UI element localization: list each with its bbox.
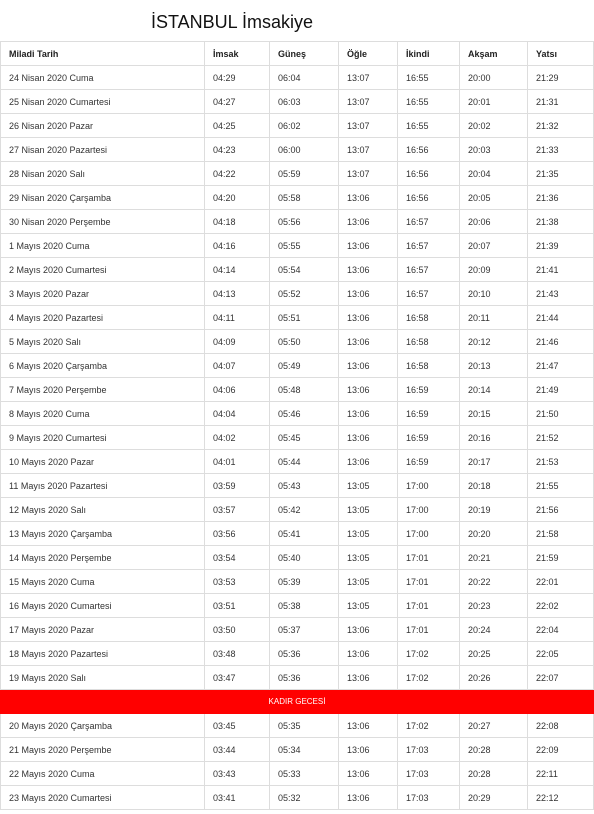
ogle-cell: 13:06 [339, 186, 398, 210]
imsak-cell: 04:16 [205, 234, 270, 258]
table-row [1, 786, 594, 810]
gunes-cell: 05:52 [270, 282, 339, 306]
table-row [1, 474, 594, 498]
imsak-cell: 03:56 [205, 522, 270, 546]
aksam-cell: 20:17 [460, 450, 528, 474]
yatsi-cell: 21:50 [528, 402, 594, 426]
ogle-cell: 13:06 [339, 234, 398, 258]
ogle-cell: 13:07 [339, 66, 398, 90]
table-row [1, 642, 594, 666]
gunes-cell: 05:48 [270, 378, 339, 402]
table-row [1, 258, 594, 282]
aksam-cell: 20:10 [460, 282, 528, 306]
aksam-cell: 20:01 [460, 90, 528, 114]
aksam-cell: 20:00 [460, 66, 528, 90]
table-row [1, 738, 594, 762]
ogle-cell: 13:06 [339, 378, 398, 402]
aksam-cell: 20:19 [460, 498, 528, 522]
yatsi-cell: 21:49 [528, 378, 594, 402]
table-row [1, 714, 594, 738]
ikindi-cell: 16:59 [398, 426, 460, 450]
aksam-cell: 20:18 [460, 474, 528, 498]
ogle-cell: 13:06 [339, 426, 398, 450]
table-row [1, 666, 594, 690]
aksam-cell: 20:15 [460, 402, 528, 426]
ogle-cell: 13:05 [339, 474, 398, 498]
ikindi-cell: 17:02 [398, 642, 460, 666]
column-header-aksam: Akşam [460, 42, 528, 66]
date-cell: 3 Mayıs 2020 Pazar [1, 282, 205, 306]
gunes-cell: 05:35 [270, 714, 339, 738]
column-header-ogle: Öğle [339, 42, 398, 66]
ikindi-cell: 17:03 [398, 786, 460, 810]
aksam-cell: 20:12 [460, 330, 528, 354]
table-row [1, 570, 594, 594]
table-row [1, 354, 594, 378]
imsak-cell: 03:41 [205, 786, 270, 810]
imsak-cell: 03:59 [205, 474, 270, 498]
gunes-cell: 05:43 [270, 474, 339, 498]
column-header-imsak: İmsak [205, 42, 270, 66]
aksam-cell: 20:29 [460, 786, 528, 810]
table-row [1, 450, 594, 474]
aksam-cell: 20:04 [460, 162, 528, 186]
yatsi-cell: 21:53 [528, 450, 594, 474]
ogle-cell: 13:07 [339, 90, 398, 114]
imsak-cell: 03:51 [205, 594, 270, 618]
ogle-cell: 13:05 [339, 546, 398, 570]
kadir-gecesi-label: KADIR GECESİ [1, 690, 594, 714]
date-cell: 6 Mayıs 2020 Çarşamba [1, 354, 205, 378]
table-row [1, 210, 594, 234]
gunes-cell: 05:59 [270, 162, 339, 186]
imsak-cell: 04:04 [205, 402, 270, 426]
ogle-cell: 13:07 [339, 162, 398, 186]
ikindi-cell: 17:02 [398, 714, 460, 738]
yatsi-cell: 22:08 [528, 714, 594, 738]
ikindi-cell: 16:55 [398, 90, 460, 114]
imsak-cell: 04:20 [205, 186, 270, 210]
table-row [1, 186, 594, 210]
table-row [1, 522, 594, 546]
imsak-cell: 04:02 [205, 426, 270, 450]
ogle-cell: 13:06 [339, 258, 398, 282]
imsak-cell: 04:18 [205, 210, 270, 234]
page-title: İSTANBUL İmsakiye [151, 12, 314, 32]
date-cell: 30 Nisan 2020 Perşembe [1, 210, 205, 234]
table-row [1, 306, 594, 330]
imsak-cell: 04:06 [205, 378, 270, 402]
ikindi-cell: 17:00 [398, 474, 460, 498]
yatsi-cell: 22:04 [528, 618, 594, 642]
imsak-cell: 04:11 [205, 306, 270, 330]
gunes-cell: 05:40 [270, 546, 339, 570]
ikindi-cell: 17:01 [398, 546, 460, 570]
date-cell: 17 Mayıs 2020 Pazar [1, 618, 205, 642]
ikindi-cell: 16:55 [398, 66, 460, 90]
ikindi-cell: 17:01 [398, 618, 460, 642]
gunes-cell: 05:51 [270, 306, 339, 330]
gunes-cell: 06:04 [270, 66, 339, 90]
imsak-cell: 03:54 [205, 546, 270, 570]
yatsi-cell: 21:59 [528, 546, 594, 570]
yatsi-cell: 21:47 [528, 354, 594, 378]
ogle-cell: 13:05 [339, 522, 398, 546]
table-row [1, 594, 594, 618]
date-cell: 7 Mayıs 2020 Perşembe [1, 378, 205, 402]
date-cell: 18 Mayıs 2020 Pazartesi [1, 642, 205, 666]
date-cell: 24 Nisan 2020 Cuma [1, 66, 205, 90]
ikindi-cell: 16:58 [398, 354, 460, 378]
ogle-cell: 13:06 [339, 666, 398, 690]
aksam-cell: 20:25 [460, 642, 528, 666]
ogle-cell: 13:07 [339, 138, 398, 162]
aksam-cell: 20:06 [460, 210, 528, 234]
table-row [1, 498, 594, 522]
column-header-yatsi: Yatsı [528, 42, 594, 66]
kadir-gecesi-row [1, 690, 594, 714]
imsak-cell: 04:27 [205, 90, 270, 114]
gunes-cell: 05:58 [270, 186, 339, 210]
table-row [1, 90, 594, 114]
table-row [1, 762, 594, 786]
prayer-times-table [0, 41, 594, 810]
aksam-cell: 20:23 [460, 594, 528, 618]
aksam-cell: 20:22 [460, 570, 528, 594]
table-header [1, 42, 594, 66]
imsak-cell: 03:43 [205, 762, 270, 786]
ikindi-cell: 16:56 [398, 162, 460, 186]
yatsi-cell: 21:31 [528, 90, 594, 114]
imsak-cell: 04:09 [205, 330, 270, 354]
yatsi-cell: 21:36 [528, 186, 594, 210]
date-cell: 1 Mayıs 2020 Cuma [1, 234, 205, 258]
gunes-cell: 05:42 [270, 498, 339, 522]
imsak-cell: 04:25 [205, 114, 270, 138]
gunes-cell: 05:44 [270, 450, 339, 474]
yatsi-cell: 22:09 [528, 738, 594, 762]
ikindi-cell: 17:02 [398, 666, 460, 690]
imsak-cell: 03:48 [205, 642, 270, 666]
yatsi-cell: 22:05 [528, 642, 594, 666]
imsak-cell: 04:23 [205, 138, 270, 162]
ogle-cell: 13:06 [339, 450, 398, 474]
yatsi-cell: 21:39 [528, 234, 594, 258]
date-cell: 5 Mayıs 2020 Salı [1, 330, 205, 354]
ikindi-cell: 16:56 [398, 186, 460, 210]
yatsi-cell: 22:01 [528, 570, 594, 594]
yatsi-cell: 22:11 [528, 762, 594, 786]
ikindi-cell: 16:59 [398, 378, 460, 402]
gunes-cell: 05:56 [270, 210, 339, 234]
date-cell: 25 Nisan 2020 Cumartesi [1, 90, 205, 114]
gunes-cell: 05:46 [270, 402, 339, 426]
gunes-cell: 05:49 [270, 354, 339, 378]
column-header-gunes: Güneş [270, 42, 339, 66]
ikindi-cell: 16:57 [398, 282, 460, 306]
ogle-cell: 13:05 [339, 498, 398, 522]
header-row [1, 42, 594, 66]
aksam-cell: 20:02 [460, 114, 528, 138]
gunes-cell: 05:34 [270, 738, 339, 762]
ogle-cell: 13:06 [339, 642, 398, 666]
ikindi-cell: 17:01 [398, 594, 460, 618]
yatsi-cell: 22:12 [528, 786, 594, 810]
date-cell: 19 Mayıs 2020 Salı [1, 666, 205, 690]
date-cell: 16 Mayıs 2020 Cumartesi [1, 594, 205, 618]
aksam-cell: 20:24 [460, 618, 528, 642]
date-cell: 28 Nisan 2020 Salı [1, 162, 205, 186]
date-cell: 27 Nisan 2020 Pazartesi [1, 138, 205, 162]
gunes-cell: 05:54 [270, 258, 339, 282]
table-row [1, 66, 594, 90]
imsak-cell: 03:47 [205, 666, 270, 690]
ikindi-cell: 17:01 [398, 570, 460, 594]
imsak-cell: 04:07 [205, 354, 270, 378]
ikindi-cell: 17:03 [398, 738, 460, 762]
date-cell: 21 Mayıs 2020 Perşembe [1, 738, 205, 762]
date-cell: 2 Mayıs 2020 Cumartesi [1, 258, 205, 282]
gunes-cell: 05:39 [270, 570, 339, 594]
gunes-cell: 05:36 [270, 666, 339, 690]
ogle-cell: 13:06 [339, 786, 398, 810]
imsak-cell: 04:13 [205, 282, 270, 306]
ogle-cell: 13:05 [339, 570, 398, 594]
aksam-cell: 20:13 [460, 354, 528, 378]
yatsi-cell: 21:44 [528, 306, 594, 330]
imsak-cell: 04:01 [205, 450, 270, 474]
date-cell: 9 Mayıs 2020 Cumartesi [1, 426, 205, 450]
column-header-ikindi: İkindi [398, 42, 460, 66]
aksam-cell: 20:28 [460, 738, 528, 762]
table-row [1, 330, 594, 354]
aksam-cell: 20:09 [460, 258, 528, 282]
gunes-cell: 05:41 [270, 522, 339, 546]
table-row [1, 618, 594, 642]
date-cell: 12 Mayıs 2020 Salı [1, 498, 205, 522]
table-row [1, 282, 594, 306]
ogle-cell: 13:07 [339, 114, 398, 138]
yatsi-cell: 21:41 [528, 258, 594, 282]
gunes-cell: 05:38 [270, 594, 339, 618]
ogle-cell: 13:06 [339, 306, 398, 330]
table-row [1, 546, 594, 570]
gunes-cell: 05:45 [270, 426, 339, 450]
aksam-cell: 20:16 [460, 426, 528, 450]
date-cell: 26 Nisan 2020 Pazar [1, 114, 205, 138]
ogle-cell: 13:06 [339, 714, 398, 738]
ikindi-cell: 16:58 [398, 330, 460, 354]
date-cell: 13 Mayıs 2020 Çarşamba [1, 522, 205, 546]
ogle-cell: 13:06 [339, 282, 398, 306]
ikindi-cell: 16:57 [398, 234, 460, 258]
date-cell: 22 Mayıs 2020 Cuma [1, 762, 205, 786]
yatsi-cell: 21:35 [528, 162, 594, 186]
aksam-cell: 20:28 [460, 762, 528, 786]
date-cell: 15 Mayıs 2020 Cuma [1, 570, 205, 594]
table-body [1, 66, 594, 810]
ikindi-cell: 16:59 [398, 450, 460, 474]
gunes-cell: 05:55 [270, 234, 339, 258]
ikindi-cell: 17:00 [398, 498, 460, 522]
imsak-cell: 03:50 [205, 618, 270, 642]
yatsi-cell: 22:07 [528, 666, 594, 690]
date-cell: 8 Mayıs 2020 Cuma [1, 402, 205, 426]
ogle-cell: 13:06 [339, 618, 398, 642]
table-row [1, 114, 594, 138]
imsak-cell: 03:53 [205, 570, 270, 594]
date-cell: 4 Mayıs 2020 Pazartesi [1, 306, 205, 330]
ogle-cell: 13:06 [339, 330, 398, 354]
yatsi-cell: 21:52 [528, 426, 594, 450]
aksam-cell: 20:21 [460, 546, 528, 570]
ikindi-cell: 16:57 [398, 210, 460, 234]
ikindi-cell: 16:59 [398, 402, 460, 426]
gunes-cell: 05:50 [270, 330, 339, 354]
ogle-cell: 13:06 [339, 210, 398, 234]
gunes-cell: 06:00 [270, 138, 339, 162]
aksam-cell: 20:27 [460, 714, 528, 738]
gunes-cell: 05:37 [270, 618, 339, 642]
yatsi-cell: 21:58 [528, 522, 594, 546]
ogle-cell: 13:06 [339, 354, 398, 378]
aksam-cell: 20:26 [460, 666, 528, 690]
yatsi-cell: 21:33 [528, 138, 594, 162]
column-header-date: Miladi Tarih [1, 42, 205, 66]
imsak-cell: 04:14 [205, 258, 270, 282]
imsak-cell: 03:57 [205, 498, 270, 522]
gunes-cell: 06:02 [270, 114, 339, 138]
date-cell: 14 Mayıs 2020 Perşembe [1, 546, 205, 570]
gunes-cell: 05:36 [270, 642, 339, 666]
aksam-cell: 20:05 [460, 186, 528, 210]
aksam-cell: 20:20 [460, 522, 528, 546]
date-cell: 20 Mayıs 2020 Çarşamba [1, 714, 205, 738]
yatsi-cell: 21:46 [528, 330, 594, 354]
ikindi-cell: 16:58 [398, 306, 460, 330]
ikindi-cell: 16:57 [398, 258, 460, 282]
date-cell: 23 Mayıs 2020 Cumartesi [1, 786, 205, 810]
table-row [1, 162, 594, 186]
yatsi-cell: 21:56 [528, 498, 594, 522]
ikindi-cell: 17:03 [398, 762, 460, 786]
aksam-cell: 20:14 [460, 378, 528, 402]
date-cell: 10 Mayıs 2020 Pazar [1, 450, 205, 474]
table-row [1, 426, 594, 450]
aksam-cell: 20:03 [460, 138, 528, 162]
imsak-cell: 04:29 [205, 66, 270, 90]
table-row [1, 378, 594, 402]
date-cell: 11 Mayıs 2020 Pazartesi [1, 474, 205, 498]
gunes-cell: 06:03 [270, 90, 339, 114]
table-row [1, 138, 594, 162]
ogle-cell: 13:06 [339, 402, 398, 426]
ikindi-cell: 17:00 [398, 522, 460, 546]
yatsi-cell: 21:55 [528, 474, 594, 498]
ogle-cell: 13:05 [339, 594, 398, 618]
yatsi-cell: 22:02 [528, 594, 594, 618]
gunes-cell: 05:32 [270, 786, 339, 810]
imsak-cell: 03:44 [205, 738, 270, 762]
yatsi-cell: 21:29 [528, 66, 594, 90]
imsak-cell: 03:45 [205, 714, 270, 738]
yatsi-cell: 21:32 [528, 114, 594, 138]
ogle-cell: 13:06 [339, 738, 398, 762]
imsak-cell: 04:22 [205, 162, 270, 186]
table-row [1, 234, 594, 258]
yatsi-cell: 21:38 [528, 210, 594, 234]
aksam-cell: 20:07 [460, 234, 528, 258]
gunes-cell: 05:33 [270, 762, 339, 786]
ogle-cell: 13:06 [339, 762, 398, 786]
yatsi-cell: 21:43 [528, 282, 594, 306]
date-cell: 29 Nisan 2020 Çarşamba [1, 186, 205, 210]
ikindi-cell: 16:56 [398, 138, 460, 162]
ikindi-cell: 16:55 [398, 114, 460, 138]
table-row [1, 402, 594, 426]
aksam-cell: 20:11 [460, 306, 528, 330]
